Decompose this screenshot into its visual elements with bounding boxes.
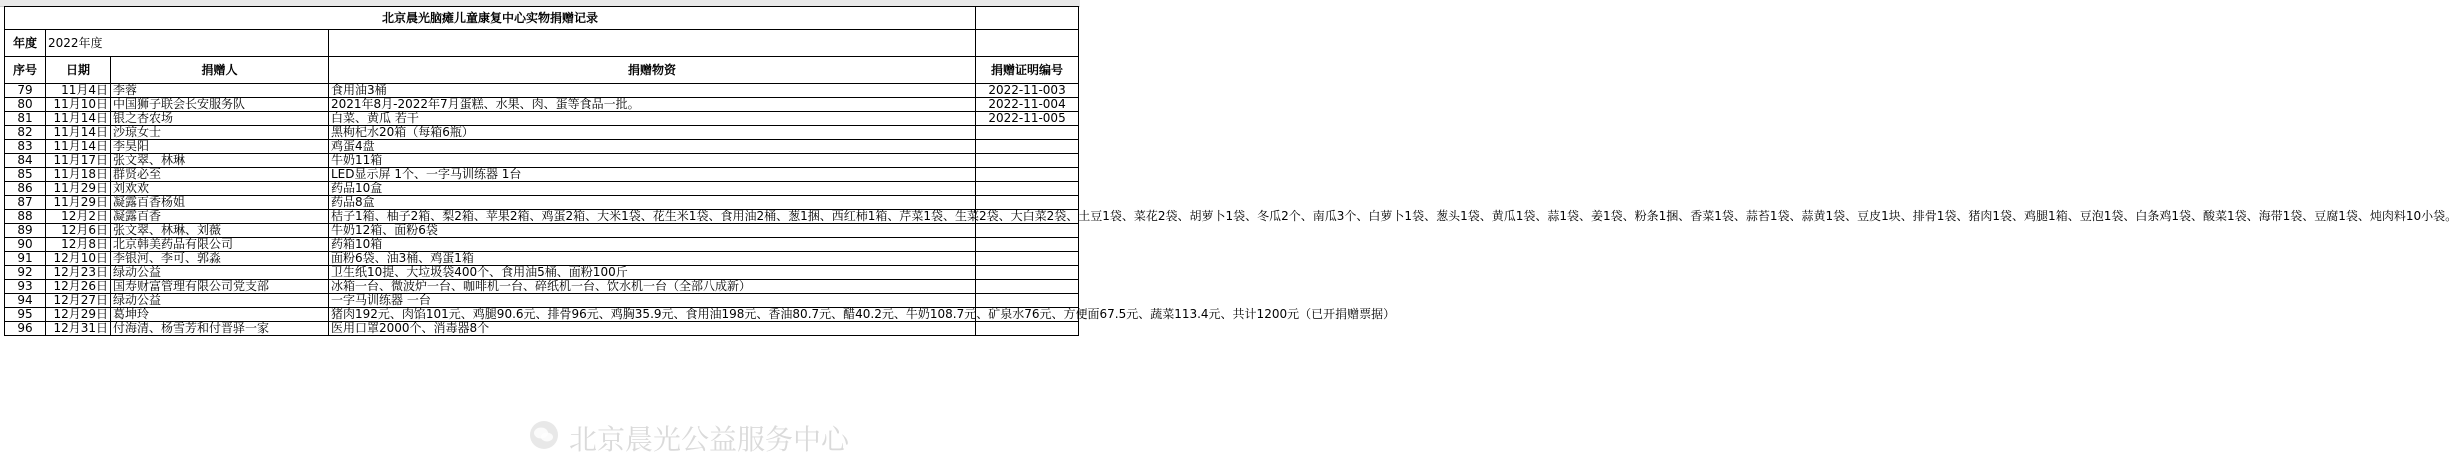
table-row — [5, 126, 1079, 140]
table-row — [5, 252, 1079, 266]
row-cert-cell — [976, 154, 1079, 168]
header-cert: 捐赠证明编号 — [976, 57, 1079, 84]
row-number-cell: 87 — [5, 196, 46, 210]
row-cert-cell: 2022-11-005 — [976, 112, 1079, 126]
row-number-cell: 82 — [5, 126, 46, 140]
row-items-cell: 食用油3桶 — [329, 84, 976, 98]
title-row-blank-cell — [976, 7, 1079, 30]
row-number-cell: 90 — [5, 238, 46, 252]
year-label: 年度 — [5, 30, 46, 57]
row-cert-cell — [976, 140, 1079, 154]
row-donor-cell: 绿动公益 — [111, 294, 329, 308]
row-date-cell: 11月4日 — [46, 84, 111, 98]
row-date-cell: 12月23日 — [46, 266, 111, 280]
row-items-cell: 猪肉192元、肉馅101元、鸡腿90.6元、排骨96元、鸡胸35.9元、食用油198元、香油80.7元、醋40.2元、牛奶108.7元、矿泉水76元、方便面67.5元、蔬菜113.4元、共计1200元（已开捐赠票据） — [329, 308, 976, 322]
row-cert-cell — [976, 224, 1079, 238]
table-row — [5, 266, 1079, 280]
row-donor-cell: 沙琼女士 — [111, 126, 329, 140]
row-donor-cell: 张文翠、林琳、刘薇 — [111, 224, 329, 238]
row-donor-cell: 张文翠、林琳 — [111, 154, 329, 168]
row-number-cell: 85 — [5, 168, 46, 182]
row-cert-cell — [976, 322, 1079, 336]
row-donor-cell: 国寿财富管理有限公司党支部 — [111, 280, 329, 294]
row-cert-cell — [976, 252, 1079, 266]
row-number-cell: 93 — [5, 280, 46, 294]
row-items-cell: 白菜、黄瓜 若干 — [329, 112, 976, 126]
year-value: 2022年度 — [46, 30, 329, 57]
row-cert-cell — [976, 126, 1079, 140]
row-items-cell: 面粉6袋、油3桶、鸡蛋1箱 — [329, 252, 976, 266]
row-number-cell: 83 — [5, 140, 46, 154]
row-items-cell: 一字马训练器 一台 — [329, 294, 976, 308]
wechat-logo-icon — [529, 420, 559, 450]
row-number-cell: 89 — [5, 224, 46, 238]
header-date: 日期 — [46, 57, 111, 84]
table-row — [5, 280, 1079, 294]
table-row — [5, 224, 1079, 238]
row-date-cell: 12月10日 — [46, 252, 111, 266]
row-number-cell: 94 — [5, 294, 46, 308]
row-items-cell: 牛奶11箱 — [329, 154, 976, 168]
row-items-cell: 2021年8月-2022年7月蛋糕、水果、肉、蛋等食品一批。 — [329, 98, 976, 112]
row-date-cell: 12月31日 — [46, 322, 111, 336]
row-date-cell: 12月8日 — [46, 238, 111, 252]
row-items-cell: 药品10盒 — [329, 182, 976, 196]
row-date-cell: 12月26日 — [46, 280, 111, 294]
row-number-cell: 92 — [5, 266, 46, 280]
title-row — [5, 7, 1079, 30]
row-items-cell: LED显示屏 1个、一字马训练器 1台 — [329, 168, 976, 182]
row-date-cell: 11月29日 — [46, 196, 111, 210]
row-donor-cell: 李银河、李可、郭淼 — [111, 252, 329, 266]
header-donor: 捐赠人 — [111, 57, 329, 84]
table-row — [5, 98, 1079, 112]
row-cert-cell: 2022-11-003 — [976, 84, 1079, 98]
row-items-cell: 鸡蛋4盘 — [329, 140, 976, 154]
table-row — [5, 196, 1079, 210]
header-row — [5, 57, 1079, 84]
year-row-blank-cell-2 — [976, 30, 1079, 57]
row-donor-cell: 凝露百香 — [111, 210, 329, 224]
row-date-cell: 12月29日 — [46, 308, 111, 322]
row-number-cell: 84 — [5, 154, 46, 168]
row-cert-cell — [976, 196, 1079, 210]
table-row — [5, 154, 1079, 168]
row-donor-cell: 葛坤玲 — [111, 308, 329, 322]
row-items-cell: 药品8盒 — [329, 196, 976, 210]
row-number-cell: 79 — [5, 84, 46, 98]
row-number-cell: 96 — [5, 322, 46, 336]
donation-record-table — [4, 6, 2457, 336]
row-date-cell: 12月27日 — [46, 294, 111, 308]
row-cert-cell — [976, 294, 1079, 308]
row-number-cell: 80 — [5, 98, 46, 112]
row-cert-cell: 2022-11-004 — [976, 98, 1079, 112]
row-donor-cell: 李蓉 — [111, 84, 329, 98]
row-donor-cell: 李昊阳 — [111, 140, 329, 154]
table-row — [5, 308, 1079, 322]
row-items-cell: 医用口罩2000个、消毒器8个 — [329, 322, 976, 336]
table-row — [5, 182, 1079, 196]
table-row — [5, 238, 1079, 252]
row-date-cell: 11月17日 — [46, 154, 111, 168]
year-row-blank-cell — [329, 30, 976, 57]
row-date-cell: 12月6日 — [46, 224, 111, 238]
row-date-cell: 12月2日 — [46, 210, 111, 224]
row-items-cell: 卫生纸10提、大垃圾袋400个、食用油5桶、面粉100斤 — [329, 266, 976, 280]
row-donor-cell: 北京韩美药品有限公司 — [111, 238, 329, 252]
watermark — [529, 414, 1049, 456]
table-row — [5, 84, 1079, 98]
row-donor-cell: 银之杏农场 — [111, 112, 329, 126]
year-row — [5, 30, 1079, 57]
table-row — [5, 294, 1079, 308]
row-donor-cell: 绿动公益 — [111, 266, 329, 280]
table-row — [5, 140, 1079, 154]
table-row — [5, 210, 1079, 224]
row-date-cell: 11月14日 — [46, 126, 111, 140]
row-items-cell: 黑枸杞水20箱（每箱6瓶） — [329, 126, 976, 140]
row-donor-cell: 群贤必至 — [111, 168, 329, 182]
row-date-cell: 11月14日 — [46, 140, 111, 154]
row-cert-cell — [976, 238, 1079, 252]
row-number-cell: 88 — [5, 210, 46, 224]
table-row — [5, 168, 1079, 182]
row-donor-cell: 刘欢欢 — [111, 182, 329, 196]
header-no: 序号 — [5, 57, 46, 84]
row-donor-cell: 中国狮子联会长安服务队 — [111, 98, 329, 112]
row-items-cell: 桔子1箱、柚子2箱、梨2箱、苹果2箱、鸡蛋2箱、大米1袋、花生米1袋、食用油2桶、葱1捆、西红柿1箱、芹菜1袋、生菜2袋、大白菜2袋、土豆1袋、菜花2袋、胡萝卜1袋、冬瓜2个、南瓜3个、白萝卜1袋、葱头1袋、黄瓜1袋、蒜1袋、姜1袋、粉条1捆、香菜1袋、蒜苔1袋、蒜黄1袋、豆皮1块、排骨1袋、猪肉1袋、鸡腿1箱、豆泡1袋、白条鸡1袋、酸菜1袋、海带1袋、豆腐1袋、炖肉料10小袋。 — [329, 210, 976, 224]
row-items-cell: 药箱10箱 — [329, 238, 976, 252]
row-date-cell: 11月10日 — [46, 98, 111, 112]
row-date-cell: 11月18日 — [46, 168, 111, 182]
row-date-cell: 11月14日 — [46, 112, 111, 126]
row-cert-cell — [976, 182, 1079, 196]
watermark-text: 北京晨光公益服务中心 — [569, 423, 850, 456]
row-date-cell: 11月29日 — [46, 182, 111, 196]
header-items: 捐赠物资 — [329, 57, 976, 84]
row-donor-cell: 凝露百香杨姐 — [111, 196, 329, 210]
row-number-cell: 81 — [5, 112, 46, 126]
row-cert-cell — [976, 280, 1079, 294]
row-donor-cell: 付海清、杨雪芳和付晋驿一家 — [111, 322, 329, 336]
row-number-cell: 86 — [5, 182, 46, 196]
table-row — [5, 112, 1079, 126]
row-number-cell: 95 — [5, 308, 46, 322]
sheet-title: 北京晨光脑瘫儿童康复中心实物捐赠记录 — [5, 7, 976, 30]
row-items-cell: 牛奶12箱、面粉6袋 — [329, 224, 976, 238]
row-cert-cell — [976, 266, 1079, 280]
row-cert-cell — [976, 168, 1079, 182]
table-row — [5, 322, 1079, 336]
row-number-cell: 91 — [5, 252, 46, 266]
row-items-cell: 冰箱一台、微波炉一台、咖啡机一台、碎纸机一台、饮水机一台（全部八成新） — [329, 280, 976, 294]
